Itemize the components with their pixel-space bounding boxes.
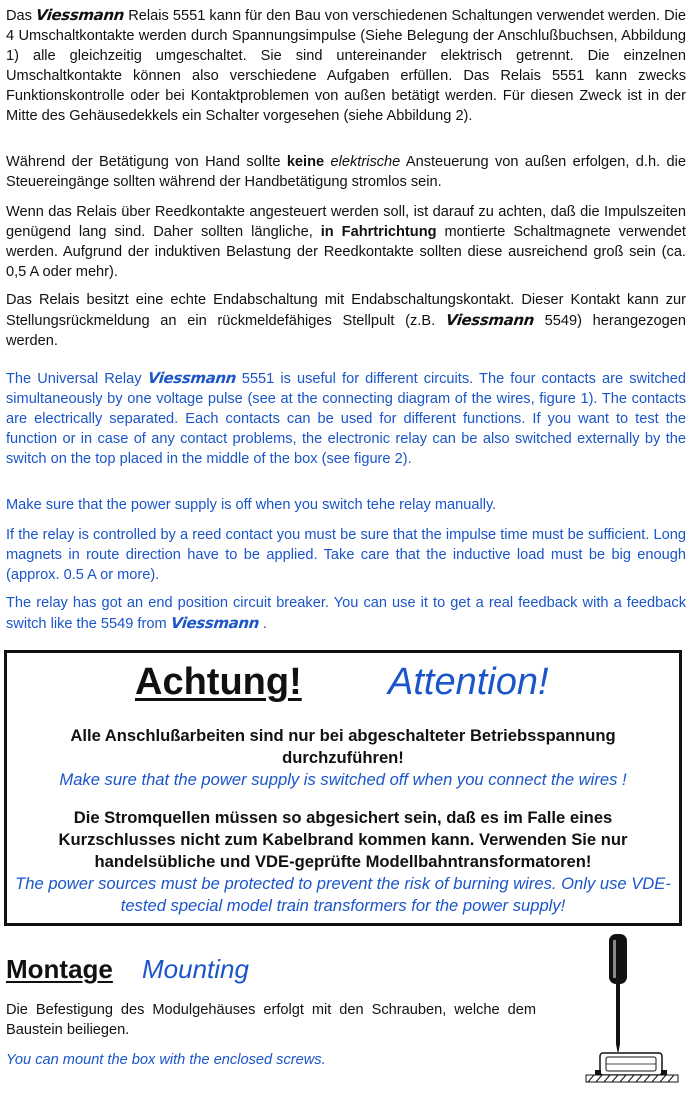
en-paragraph-2: Make sure that the power supply is off when you switch tehe relay manually. — [6, 497, 497, 513]
attention-title: Attention! — [388, 661, 549, 703]
attention-box — [4, 650, 682, 926]
en-paragraph-1 — [6, 368, 686, 469]
notice-1-en: Make sure that the power supply is switched off when you connect the wires ! — [59, 770, 627, 789]
viessmann-logo: Viessmann — [444, 311, 535, 329]
de-p2-a: Während der Betätigung von Hand sollte — [6, 154, 281, 170]
de-p3-a: Wenn das Relais über Reedkontakte angesteuert werden soll, ist darauf zu achten, daß die Impulszeiten genügend lang sind. Daher sollten längliche, — [6, 204, 686, 240]
notice-2-de: Die Stromquellen müssen so abgesichert sein, daß es im Falle eines Kurzschlusses nicht zum Kabelbrand kommen kann. Verwenden Sie nur handelsübliche und VDE-geprüfte Modellbahntransformatoren! — [58, 808, 628, 871]
en-p4-a: The relay has got an end position circuit breaker. You can use it to get a real feedback with a feedback switch like the 5549 from — [6, 595, 686, 632]
notice-2-en: The power sources must be protected to prevent the risk of burning wires. Only use VDE-tested special model train transformers for the power supply! — [15, 874, 671, 915]
de-p1-pre: Das — [6, 8, 32, 24]
screwdriver-icon — [609, 934, 627, 1052]
achtung-title: Achtung! — [135, 661, 302, 703]
de-paragraph-3 — [6, 202, 686, 282]
attention-header — [7, 661, 679, 711]
notice-block-2 — [7, 807, 679, 917]
relay-box-icon — [595, 1053, 667, 1075]
notice-block-1 — [7, 725, 679, 791]
baseboard-icon — [586, 1075, 678, 1082]
de-paragraph-1 — [6, 5, 686, 126]
de-p3-c: montierte Schaltmagnete verwendet werden. Aufgrund der induktiven Belastung der Reedkontakte sollten diese ausreichend groß sein (ca. 0,5 A oder mehr). — [6, 224, 686, 280]
de-p2-keine: keine — [286, 154, 325, 170]
mounting-text-en: You can mount the box with the enclosed screws. — [6, 1052, 326, 1068]
montage-title: Montage — [6, 954, 113, 984]
mounting-title: Mounting — [142, 954, 249, 984]
de-p1-post: Relais 5551 kann für den Bau von verschiedenen Schaltungen verwendet werden. Die 4 Umschaltkontakte werden durch Spannungsimpulse (Siehe Belegung der Anschlußbuchsen, Abbildung 1) alle gleichzeitig umgeschaltet. Sie sind untereinander elektrisch getrennt. Die einzelnen Umschaltkontakte können also verschiedene Aufgaben erfüllen. Das Relais 5551 kann zwecks Funktionskontrolle oder bei Kontaktproblemen von außen betätigt werden. Für diesen Zweck ist in der Mitte des Gehäusedekkels ein Schalter vorgesehen (siehe Abbildung 2). — [6, 8, 687, 124]
de-p4-b: 5549) herangezogen werden. — [6, 313, 686, 349]
en-paragraph-4 — [6, 593, 686, 634]
de-paragraph-2 — [6, 152, 686, 192]
viessmann-logo: Viessmann — [146, 369, 237, 387]
de-p4-a: Das Relais besitzt eine echte Endabschaltung mit Endabschaltungskontakt. Dieser Kontakt kann zur Stellungsrückmeldung an ein rückmeldefähiges Stellpult (z.B. — [6, 292, 686, 329]
en-paragraph-3: If the relay is controlled by a reed contact you must be sure that the impulse time must be sufficient. Long magnets in route direction have to be applied. Take care that the inductive load must be big enough (approx. 0.5 A or more). — [6, 527, 686, 583]
de-paragraph-4 — [6, 290, 686, 351]
de-p3-fahrtrichtung: in Fahrtrichtung — [320, 224, 437, 240]
en-p1-pre: The Universal Relay — [6, 371, 142, 387]
en-p4-b: . — [262, 616, 267, 632]
en-p1-post: 5551 is useful for different circuits. The four contacts are switched simultaneously by one voltage pulse (see at the connecting diagram of the wires, figure 1). The contacts are electrically separated. Each contacts can be used for different functions. If you want to test the function or in case of any contact problems, the electronic relay can be also switched externally by the switch on the top placed in the middle of the box (see figure 2). — [6, 371, 686, 467]
viessmann-logo: Viessmann — [169, 614, 260, 632]
de-p2-d: Ansteuerung von außen erfolgen, d.h. die Steuereingänge sollten während der Handbetätigung stromlos sein. — [6, 154, 686, 190]
de-p2-elektrische: elektrische — [330, 154, 401, 170]
mounting-text-de: Die Befestigung des Modulgehäuses erfolgt mit den Schrauben, welche dem Baustein beiliegen. — [6, 1002, 536, 1038]
notice-1-de: Alle Anschlußarbeiten sind nur bei abgeschalteter Betriebsspannung durchzuführen! — [70, 726, 616, 767]
screwdriver-mounting-illustration — [580, 930, 680, 1090]
viessmann-logo: Viessmann — [35, 6, 126, 24]
